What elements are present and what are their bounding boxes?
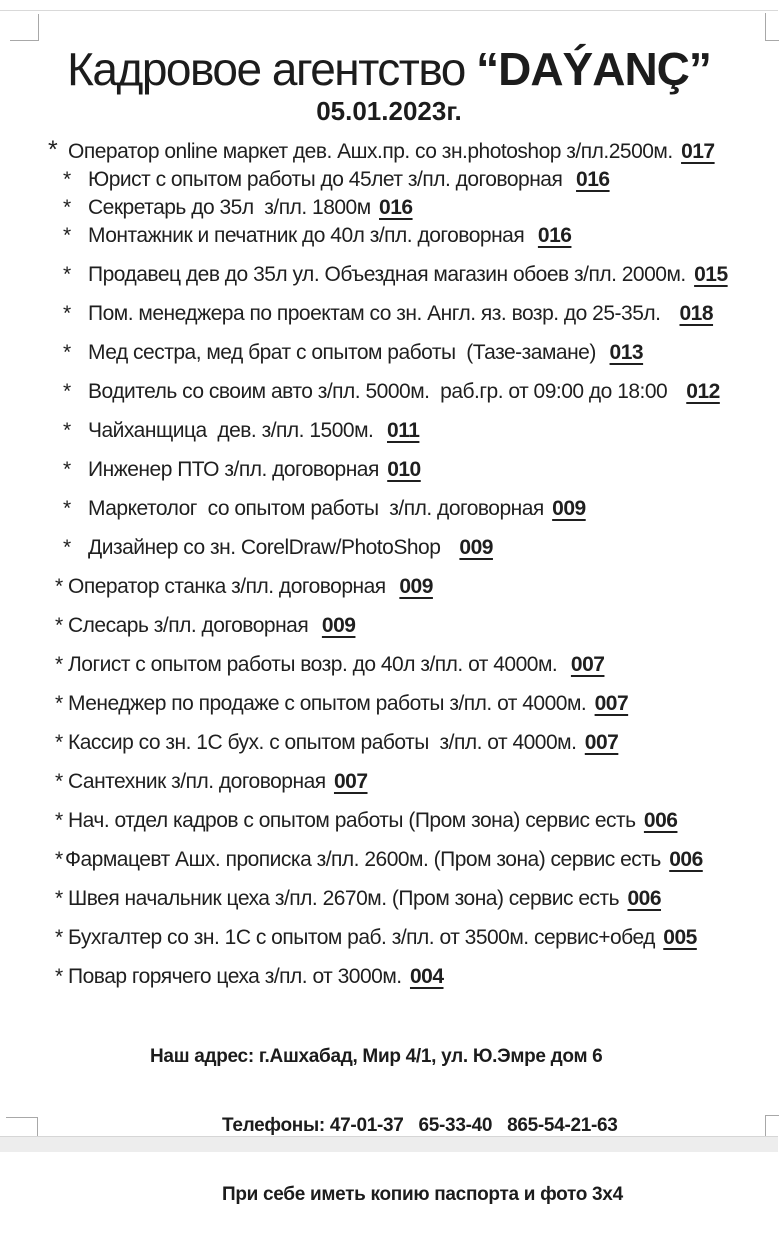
bullet-asterisk: * [55,887,64,910]
job-listing-item [48,497,778,521]
bullet-asterisk: * [55,926,64,949]
job-code: 012 [686,380,720,403]
job-code: 004 [409,965,444,988]
bullet-asterisk: * [55,770,64,793]
job-listing-item [48,848,778,872]
agency-title-text: Кадровое агентство [67,43,465,95]
job-code: 010 [387,458,421,481]
job-listing-item [48,168,778,192]
bullet-asterisk: * [55,614,64,637]
bullet-asterisk: * [63,341,72,364]
page-bottom-margin [0,1136,778,1152]
job-code: 006 [643,809,678,832]
job-description: Сантехник з/пл. договорная [68,770,326,793]
job-description: Кассир со зн. 1С бух. с опытом работы з/пл. от 4000м. [68,731,577,754]
job-description: Мед сестра, мед брат с опытом работы (Тазе-замане) [88,341,602,364]
job-description: Монтажник и печатник до 40л з/пл. договорная [88,224,530,247]
job-listing-item [48,341,778,365]
job-code: 018 [679,302,714,325]
job-description: Слесарь з/пл. договорная [68,614,314,637]
job-code: 007 [570,653,605,676]
bullet-asterisk: * [55,575,64,598]
bullet-asterisk: * [63,497,72,520]
job-description: Юрист с опытом работы до 45лет з/пл. договорная [88,168,568,191]
bullet-asterisk: * [63,168,72,191]
job-description: Продавец дев до 35л ул. Объездная магазин обоев з/пл. 2000м. [88,263,686,286]
job-listing-item [48,692,778,716]
job-listing-item [48,196,778,220]
footer-address: Наш адрес: г.Ашхабад, Мир 4/1, ул. Ю.Эмре дом 6 [150,1046,603,1067]
job-description: Фармацевт Ашх. прописка з/пл. 2600м. (Пром зона) сервис есть [65,848,661,871]
job-code: 016 [576,168,610,191]
job-code: 013 [609,341,644,364]
job-listing-item [48,575,778,599]
job-code: 015 [694,263,728,286]
job-listing-item [48,887,778,911]
footer-phones: Телефоны: 47-01-37 65-33-40 865-54-21-63 [222,1115,618,1136]
agency-brand-name: “DAÝANÇ” [476,43,711,95]
bullet-asterisk: * [63,224,72,247]
page-title [48,42,730,96]
job-code: 006 [627,887,662,910]
job-description: Повар горячего цеха з/пл. от 3000м. [68,965,402,988]
job-code: 017 [681,140,715,163]
footer-note: При себе иметь копию паспорта и фото 3х4 [222,1184,623,1205]
footer [48,999,778,1252]
job-code: 006 [669,848,703,871]
job-listing-item [48,419,778,443]
document-date: 05.01.2023г. [316,96,462,126]
bullet-asterisk: * [55,731,64,754]
job-description: Чайханщица дев. з/пл. 1500м. [88,419,379,442]
bullet-asterisk: * [55,692,64,715]
job-description: Бухгалтер со зн. 1С с опытом раб. з/пл. от 3500м. сервис+обед [68,926,655,949]
job-code: 007 [333,770,368,793]
job-code: 009 [552,497,586,520]
job-code: 009 [399,575,433,598]
job-description: Инженер ПТО з/пл. договорная [88,458,379,481]
job-listing-item [48,614,778,638]
bullet-asterisk: * [55,965,64,988]
bullet-asterisk: * [63,302,72,325]
job-description: Менеджер по продаже с опытом работы з/пл. от 4000м. [68,692,587,715]
job-listing-item [48,138,778,164]
job-description: Секретарь до 35л з/пл. 1800м [88,196,371,219]
bullet-asterisk: * [55,848,64,871]
job-code: 016 [537,224,572,247]
bullet-asterisk: * [48,136,58,164]
job-description: Нач. отдел кадров с опытом работы (Пром зона) сервис есть [68,809,636,832]
job-code: 009 [321,614,356,637]
job-code: 005 [663,926,697,949]
bullet-asterisk: * [63,196,72,219]
bullet-asterisk: * [55,809,64,832]
job-code: 007 [584,731,619,754]
job-description: Оператор станка з/пл. договорная [68,575,392,598]
job-listing-item [48,731,778,755]
job-listing-item [48,965,778,989]
job-code: 007 [594,692,629,715]
job-description: Логист с опытом работы возр. до 40л з/пл. от 4000м. [68,653,563,676]
job-listings [48,138,778,989]
job-listing-item [48,809,778,833]
job-listing-item [48,224,778,248]
bullet-asterisk: * [63,263,72,286]
bullet-asterisk: * [63,458,72,481]
job-code: 016 [379,196,413,219]
job-code: 011 [387,419,420,442]
job-listing-item [48,380,778,404]
job-listing-item [48,263,778,287]
job-description: Оператор online маркет дев. Ашх.пр. со зн.photoshop з/пл.2500м. [68,140,673,163]
bullet-asterisk: * [63,419,72,442]
job-listing-item [48,536,778,560]
job-listing-item [48,653,778,677]
job-description: Дизайнер со зн. CorelDraw/PhotoShop [88,536,452,559]
job-code: 009 [459,536,493,559]
job-listing-item [48,770,778,794]
job-description: Швея начальник цеха з/пл. 2670м. (Пром зона) сервис есть [68,887,620,910]
job-listing-item [48,926,778,950]
job-description: Маркетолог со опытом работы з/пл. договорная [88,497,544,520]
job-description: Пом. менеджера по проектам со зн. Англ. яз. возр. до 25-35л. [88,302,672,325]
job-description: Водитель со своим авто з/пл. 5000м. раб.гр. от 09:00 до 18:00 [88,380,678,403]
bullet-asterisk: * [63,380,72,403]
job-listing-item [48,458,778,482]
bullet-asterisk: * [55,653,64,676]
job-listing-item [48,302,778,326]
bullet-asterisk: * [63,536,72,559]
